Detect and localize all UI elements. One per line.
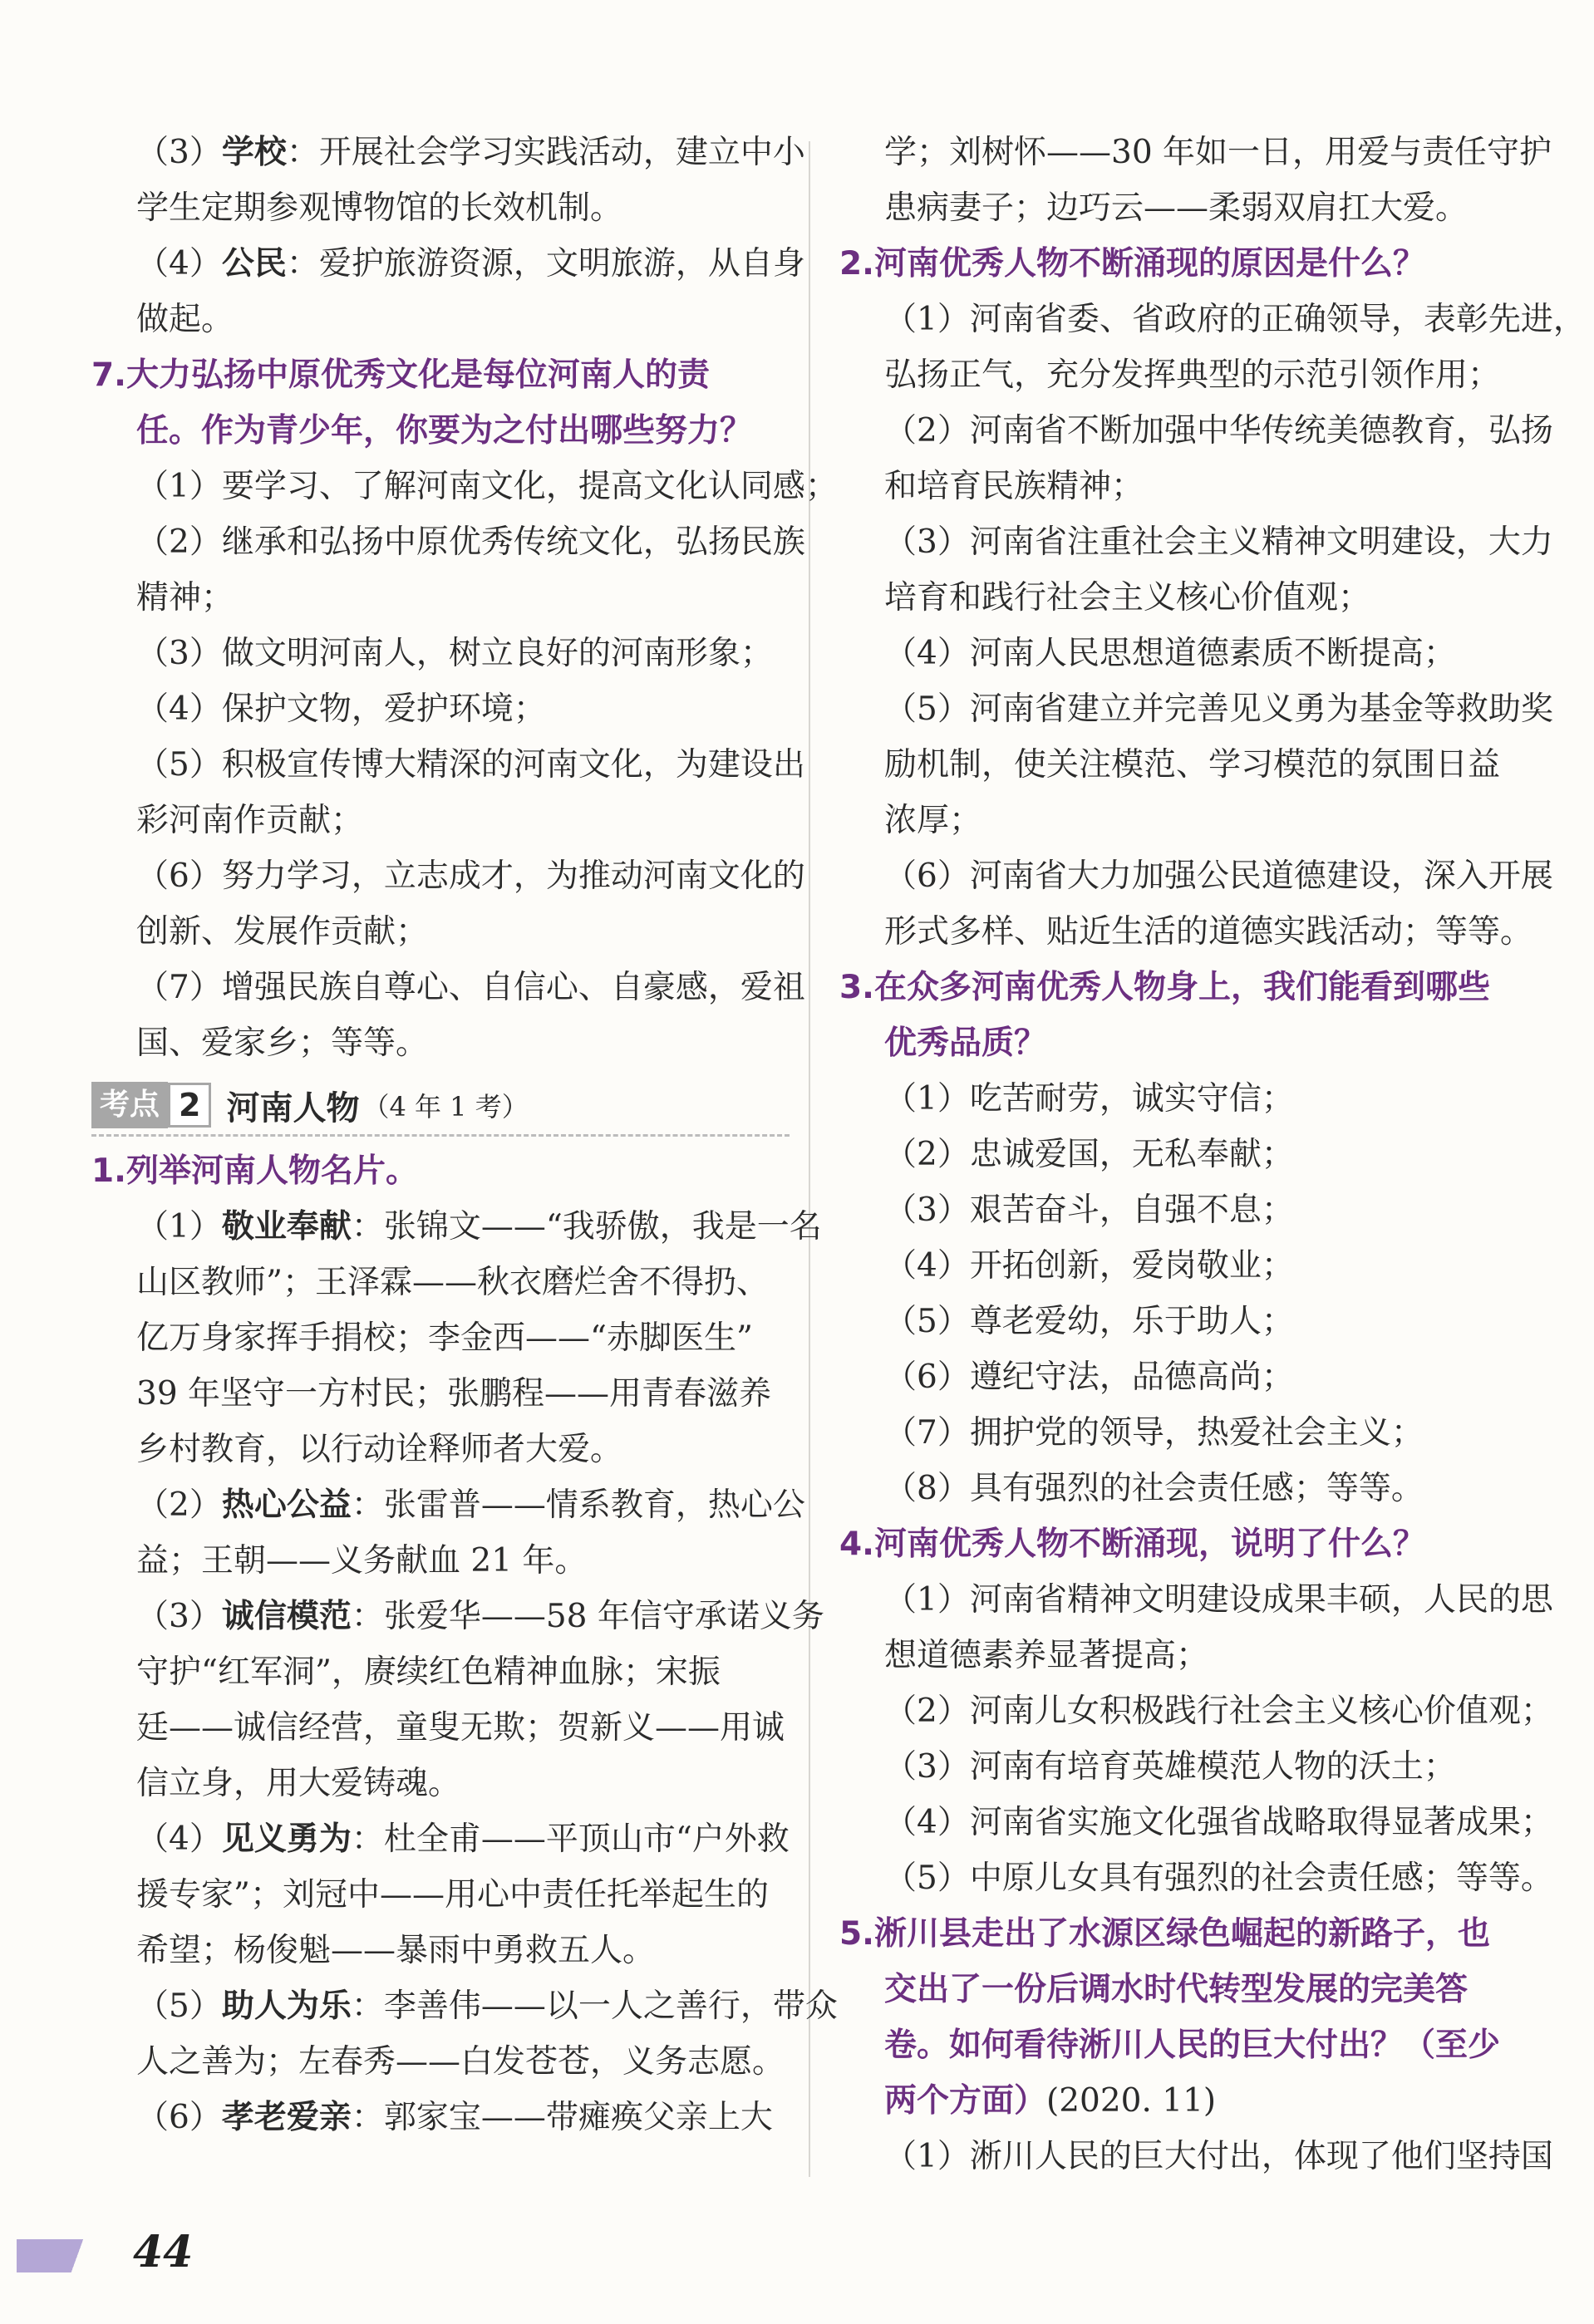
question-text: 两个方面）	[884, 2082, 1047, 2120]
answer-line: （3）艰苦奋斗，自强不息；	[884, 1191, 1294, 1229]
question-text: 河南优秀人物不断涌现的原因是什么？	[874, 245, 1426, 283]
exam-date: (2020. 11)	[1046, 2082, 1217, 2120]
question-3-cont: 优秀品质？	[884, 1024, 1047, 1062]
answer-line: （7）增强民族自尊心、自信心、自豪感，爱祖	[136, 969, 805, 1006]
answer-line	[91, 2090, 790, 2145]
answer-line: （4）开拓创新，爱岗敬业；	[884, 1247, 1294, 1285]
answer-line: 希望；杨俊魁——暴雨中勇救五人。	[136, 1932, 656, 1969]
answer-line: （5）河南省建立并完善见义勇为基金等救助奖	[884, 690, 1553, 728]
item-number: （6）	[136, 2099, 222, 2136]
text-line	[91, 125, 805, 180]
question-2	[839, 236, 1513, 292]
question-5	[839, 1906, 1513, 1962]
question-text: 大力弘扬中原优秀文化是每位河南人的责	[126, 356, 711, 394]
item-number: （5）	[136, 1987, 222, 2025]
question-1	[91, 1143, 790, 1199]
answer-line: 浓厚；	[884, 802, 982, 839]
question-3	[839, 960, 1513, 1015]
answer-line: 39 年坚守一方村民；张鹏程——用青春滋养	[136, 1375, 772, 1413]
question-text: 在众多河南优秀人物身上，我们能看到哪些	[874, 969, 1491, 1006]
answer-line: （5）中原儿女具有强烈的社会责任感；等等。	[884, 1860, 1553, 1897]
answer-line: （6）河南省大力加强公民道德建设，深入开展	[884, 857, 1553, 895]
answer-line: （4）河南省实施文化强省战略取得显著成果；	[884, 1804, 1553, 1841]
keyword: 助人为乐	[221, 1987, 352, 2025]
answer-line: （8）具有强烈的社会责任感；等等。	[884, 1470, 1424, 1507]
keyword: 见义勇为	[221, 1820, 352, 1858]
keyword: 热心公益	[221, 1486, 352, 1524]
footer-decoration	[17, 2239, 100, 2272]
answer-line: 亿万身家挥手捐校；李金西——“赤脚医生”	[136, 1319, 753, 1357]
answer-line: 益；王朝——义务献血 21 年。	[136, 1542, 588, 1580]
answer-line: （5）积极宣传博大精深的河南文化，为建设出	[136, 746, 805, 784]
question-5-cont: 卷。如何看待淅川人民的巨大付出？（至少	[884, 2027, 1501, 2064]
answer-line: （3）做文明河南人，树立良好的河南形象；	[136, 635, 773, 672]
text-line: 做起。	[136, 301, 234, 338]
question-7	[91, 347, 790, 403]
answer-line: （6）遵纪守法，品德高尚；	[884, 1359, 1294, 1396]
text: ：开展社会学习实践活动，建立中小	[286, 134, 805, 171]
answer-line	[91, 1477, 805, 1533]
section-tag: 考点	[91, 1082, 168, 1128]
keyword: 公民	[221, 245, 287, 283]
item-number: （2）	[136, 1486, 222, 1524]
question-7-cont: 任。作为青少年，你要为之付出哪些努力？	[136, 412, 753, 450]
answer-line: 山区教师”；王泽霖——秋衣磨烂舍不得扔、	[136, 1264, 769, 1301]
question-text: 河南优秀人物不断涌现，说明了什么？	[874, 1526, 1426, 1563]
text-line	[91, 236, 805, 292]
section-header	[91, 1076, 790, 1137]
item-number: （4）	[136, 1820, 222, 1858]
answer-line: （2）河南省不断加强中华传统美德教育，弘扬	[884, 412, 1553, 450]
item-number: （3）	[136, 1598, 222, 1635]
answer-line: 想道德素养显著提高；	[884, 1637, 1209, 1674]
answer-line: 国、爱家乡；等等。	[136, 1024, 429, 1062]
left-column	[91, 125, 838, 2145]
answer-line	[91, 1811, 790, 1867]
text: ：郭家宝——带瘫痪父亲上大	[351, 2099, 773, 2136]
section-number: 2	[168, 1083, 211, 1128]
text: ：爱护旅游资源，文明旅游，从自身	[286, 245, 805, 283]
answer-line: （7）拥护党的领导，热爱社会主义；	[884, 1414, 1424, 1452]
answer-line: 乡村教育，以行动诠释师者大爱。	[136, 1431, 623, 1468]
item-number: （4）	[136, 245, 222, 283]
answer-line: （2）继承和弘扬中原优秀传统文化，弘扬民族	[136, 523, 805, 561]
section-note: （4 年 1 考）	[362, 1091, 529, 1123]
item-number: （3）	[136, 134, 222, 171]
right-column	[839, 125, 1586, 2184]
question-number: 2.	[839, 245, 874, 283]
item-number: （1）	[136, 1208, 222, 1246]
answer-line: （1）淅川人民的巨大付出，体现了他们坚持国	[884, 2138, 1553, 2175]
answer-line: 学；刘树怀——30 年如一日，用爱与责任守护	[884, 134, 1552, 171]
keyword: 孝老爱亲	[221, 2099, 352, 2136]
text-line: 学生定期参观博物馆的长效机制。	[136, 189, 623, 227]
answer-line: 形式多样、贴近生活的道德实践活动；等等。	[884, 913, 1533, 951]
answer-line: 弘扬正气，充分发挥典型的示范引领作用；	[884, 356, 1501, 394]
answer-line: （4）河南人民思想道德素质不断提高；	[884, 635, 1456, 672]
keyword: 诚信模范	[221, 1598, 352, 1635]
answer-line: 创新、发展作贡献；	[136, 913, 429, 951]
question-text: 列举河南人物名片。	[126, 1152, 419, 1190]
text: ：张锦文——“我骄傲，我是一名	[351, 1208, 822, 1246]
question-number: 7.	[91, 356, 126, 394]
answer-line: （1）要学习、了解河南文化，提高文化认同感；	[136, 468, 838, 505]
keyword: 敬业奉献	[221, 1208, 352, 1246]
question-number: 5.	[839, 1915, 874, 1953]
text: ：张雷普——情系教育，热心公	[351, 1486, 805, 1524]
answer-line: 患病妻子；边巧云——柔弱双肩扛大爱。	[884, 189, 1469, 227]
text: ：杜全甫——平顶山市“户外救	[351, 1820, 790, 1858]
answer-line: （3）河南有培育英雄模范人物的沃土；	[884, 1748, 1456, 1786]
text: ：张爱华——58 年信守承诺义务	[351, 1598, 824, 1635]
text: ：李善伟——以一人之善行，带众	[351, 1987, 838, 2025]
answer-line	[91, 1199, 822, 1255]
answer-line: 和培育民族精神；	[884, 468, 1144, 505]
question-5-cont: 交出了一份后调水时代转型发展的完美答	[884, 1971, 1469, 2008]
answer-line: （1）吃苦耐劳，诚实守信；	[884, 1080, 1294, 1118]
page-number: 44	[133, 2227, 194, 2277]
answer-line	[91, 1589, 824, 1644]
answer-line: 援专家”；刘冠中——用心中责任托举起生的	[136, 1876, 769, 1914]
answer-line: 信立身，用大爱铸魂。	[136, 1765, 461, 1802]
question-number: 3.	[839, 969, 874, 1006]
question-text: 淅川县走出了水源区绿色崛起的新路子，也	[874, 1915, 1491, 1953]
question-number: 4.	[839, 1526, 874, 1563]
answer-line: 励机制，使关注模范、学习模范的氛围日益	[884, 746, 1501, 784]
question-4	[839, 1516, 1513, 1572]
answer-line: 人之善为；左春秀——白发苍苍，义务志愿。	[136, 2043, 785, 2081]
answer-line: 彩河南作贡献；	[136, 802, 364, 839]
answer-line: 精神；	[136, 579, 234, 617]
answer-line: （4）保护文物，爱护环境；	[136, 690, 546, 728]
question-number: 1.	[91, 1152, 126, 1190]
answer-line	[91, 1978, 838, 2034]
column-divider	[809, 141, 810, 2177]
answer-line: （1）河南省精神文明建设成果丰硕，人民的思	[884, 1581, 1553, 1619]
section-title: 河南人物	[226, 1088, 360, 1128]
answer-line: （6）努力学习，立志成才，为推动河南文化的	[136, 857, 805, 895]
answer-line: （2）河南儿女积极践行社会主义核心价值观；	[884, 1693, 1553, 1730]
answer-line: （1）河南省委、省政府的正确领导，表彰先进，	[884, 301, 1586, 338]
keyword: 学校	[221, 134, 287, 171]
answer-line: 培育和践行社会主义核心价值观；	[884, 579, 1371, 617]
answer-line: （5）尊老爱幼，乐于助人；	[884, 1303, 1294, 1340]
question-5-cont	[839, 2073, 1513, 2129]
answer-line: 守护“红军洞”，赓续红色精神血脉；宋振	[136, 1653, 721, 1691]
answer-line: 廷——诚信经营，童叟无欺；贺新义——用诚	[136, 1709, 785, 1747]
answer-line: （2）忠诚爱国，无私奉献；	[884, 1136, 1294, 1173]
answer-line: （3）河南省注重社会主义精神文明建设，大力	[884, 523, 1553, 561]
